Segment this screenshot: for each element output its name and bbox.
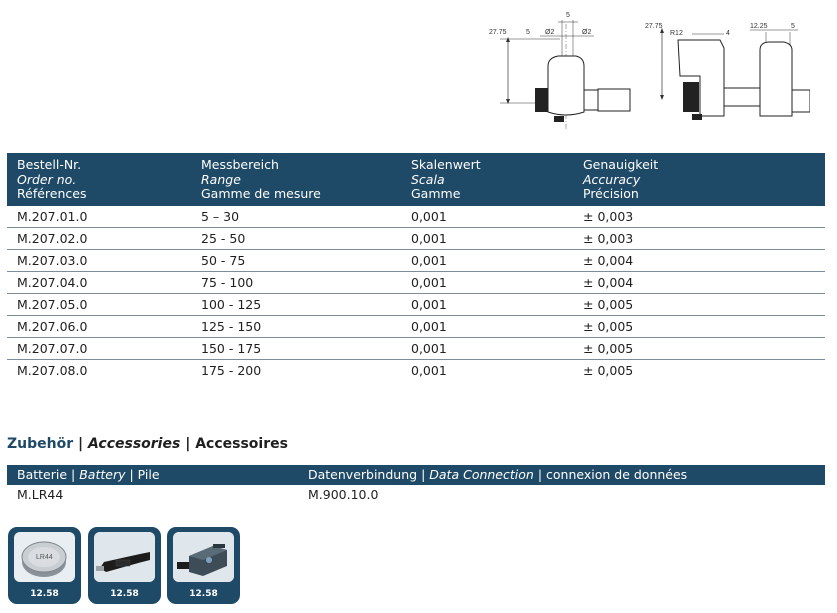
thumb-battery[interactable] xyxy=(8,527,81,604)
dim-left-4: 5 xyxy=(566,12,570,19)
thumb-code: 12.58 xyxy=(189,589,218,599)
cell-accuracy: ± 0,003 xyxy=(573,206,825,228)
data-module-icon xyxy=(173,532,234,582)
thumb-usb-image xyxy=(94,532,155,582)
cell-scale: 0,001 xyxy=(401,227,573,249)
thumb-module-image xyxy=(173,532,234,582)
cell-accuracy: ± 0,004 xyxy=(573,271,825,293)
table-row xyxy=(7,271,825,293)
dim-right-2: R12 xyxy=(670,30,683,37)
table-row xyxy=(7,359,825,381)
cell-range: 150 - 175 xyxy=(191,337,401,359)
table-row xyxy=(7,485,825,505)
table-row xyxy=(7,315,825,337)
cell-scale: 0,001 xyxy=(401,249,573,271)
dim-right-4: 12.25 xyxy=(750,23,768,30)
thumb-battery-image xyxy=(14,532,75,582)
table-row xyxy=(7,227,825,249)
cell-scale: 0,001 xyxy=(401,293,573,315)
cell-range: 125 - 150 xyxy=(191,315,401,337)
cell-order-no: M.207.04.0 xyxy=(7,271,191,293)
table-row xyxy=(7,337,825,359)
cell-scale: 0,001 xyxy=(401,315,573,337)
header-accuracy: Genauigkeit Accuracy Précision xyxy=(573,153,825,206)
coin-text: LR44 xyxy=(36,554,53,561)
cell-range: 25 - 50 xyxy=(191,227,401,249)
cell-scale: 0,001 xyxy=(401,337,573,359)
spec-table-header xyxy=(7,153,825,206)
thumb-code: 12.58 xyxy=(110,589,139,599)
usb-cable-icon xyxy=(94,532,155,582)
cell-scale: 0,001 xyxy=(401,206,573,228)
cell-range: 50 - 75 xyxy=(191,249,401,271)
thumb-data-module[interactable] xyxy=(167,527,240,604)
spec-table xyxy=(7,153,825,381)
table-row xyxy=(7,206,825,228)
accessories-title xyxy=(7,436,288,452)
thumb-code: 12.58 xyxy=(30,589,59,599)
cell-accuracy: ± 0,005 xyxy=(583,362,634,378)
cell-order-no: M.207.07.0 xyxy=(7,337,191,359)
cell-range: 100 - 125 xyxy=(191,293,401,315)
battery-coin-icon xyxy=(14,532,75,582)
dim-left-5: Ø2 xyxy=(582,29,592,36)
cell-accuracy: ± 0,005 xyxy=(573,293,825,315)
cell-accuracy: ± 0,005 xyxy=(573,337,825,359)
cell-order-no: M.207.01.0 xyxy=(7,206,191,228)
dimension-drawings-svg xyxy=(480,6,810,136)
cell-order-no: M.207.06.0 xyxy=(7,315,191,337)
dim-right-5: 5 xyxy=(791,23,795,30)
cell-order-no: M.207.02.0 xyxy=(7,227,191,249)
dim-left-2: 5 xyxy=(526,29,530,36)
cell-accuracy: ± 0,005 xyxy=(573,315,825,337)
accessories-title-de: Zubehör xyxy=(7,436,74,452)
cell-order-no: M.207.05.0 xyxy=(7,293,191,315)
header-order-no: Bestell-Nr. Order no. Références xyxy=(7,153,191,206)
accessories-title-fr: Accessoires xyxy=(195,436,288,452)
cell-accuracy: ± 0,004 xyxy=(573,249,825,271)
accessories-sep-2: | xyxy=(185,436,191,452)
header-range: Messbereich Range Gamme de mesure xyxy=(191,153,401,206)
accessories-header xyxy=(7,465,825,485)
thumb-usb-cable[interactable] xyxy=(88,527,161,604)
cell-scale: 0,001 xyxy=(411,362,447,378)
technical-drawings xyxy=(480,6,810,136)
dim-right-1: 27.75 xyxy=(645,23,663,30)
cell-data-connection: M.900.10.0 xyxy=(308,487,379,502)
cell-range: 175 - 200 xyxy=(201,362,262,378)
cell-scale: 0,001 xyxy=(401,271,573,293)
dim-left-3: Ø2 xyxy=(545,29,555,36)
drawing-right xyxy=(645,23,810,120)
cell-range: 5 – 30 xyxy=(191,206,401,228)
header-scale: Skalenwert Scala Gamme xyxy=(401,153,573,206)
table-row xyxy=(7,249,825,271)
cell-battery: M.LR44 xyxy=(17,487,64,502)
cell-range: 75 - 100 xyxy=(191,271,401,293)
dim-left-1: 27.75 xyxy=(489,29,507,36)
accessories-sep-1: | xyxy=(78,436,84,452)
cell-order-no: M.207.08.0 xyxy=(17,362,88,378)
dim-right-3: 4 xyxy=(726,30,730,37)
cell-accuracy: ± 0,003 xyxy=(573,227,825,249)
cell-order-no: M.207.03.0 xyxy=(7,249,191,271)
accessories-table xyxy=(7,465,825,505)
header-battery: Batterie | Battery | Pile xyxy=(7,465,298,485)
accessories-title-en: Accessories xyxy=(88,436,181,452)
header-data-connection: Datenverbindung | Data Connection | connexion de données xyxy=(298,465,825,485)
drawing-left xyxy=(489,12,630,131)
table-row xyxy=(7,293,825,315)
